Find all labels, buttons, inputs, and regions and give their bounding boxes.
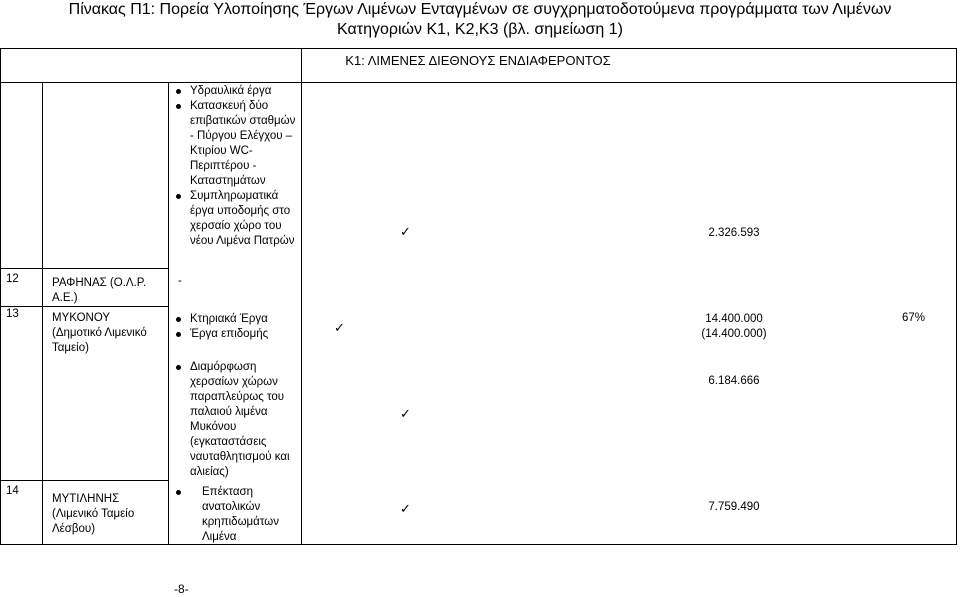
row-divider-12 [0, 268, 168, 269]
amount-cell: 7.759.490 [708, 501, 760, 513]
amount-cell: 2.326.593 [708, 227, 760, 239]
row-divider-13 [0, 306, 168, 307]
works-list-mykonos-2 [172, 360, 302, 480]
row-number: 12 [6, 273, 19, 285]
list-item: Συμπληρωματικά έργα υποδομής στο χερσαίο χώρο του νέου Λιμένα Πατρών [174, 189, 302, 249]
percent-cell: 67% [902, 312, 926, 324]
list-item: Κατασκευή δύο επιβατικών σταθμών - Πύργου Ελέγχου – Κτιρίου WC-Περιπτέρου - Καταστημάτων [174, 99, 302, 189]
amount-cell: 6.184.666 [708, 375, 760, 387]
check-mark: ✓ [334, 320, 345, 335]
amount-cell-sub: (14.400.000) [701, 328, 767, 340]
place-name: ΜΥΚΟΝΟΥ (Δημοτικό Λιμενικό Ταμείο) [52, 312, 147, 354]
col-divider-2 [168, 82, 169, 545]
place-name: ΜΥΤΙΛΗΝΗΣ (Λιμενικό Ταμείο Λέσβου) [52, 493, 135, 535]
place-name: ΡΑΦΗΝΑΣ (Ο.Λ.Ρ. Α.Ε.) [52, 277, 147, 304]
title-line-1: Πίνακας Π1: Πορεία Υλοποίησης Έργων Λιμένων Ενταγμένων σε συγχρηματοδοτούμενα προγράμματα των Λιμένων [68, 1, 892, 18]
col-divider-1 [42, 82, 43, 545]
row-divider-14 [0, 480, 168, 481]
document-title [20, 0, 940, 40]
check-mark: ✓ [400, 224, 411, 239]
works-list-patras [172, 84, 302, 249]
check-mark: ✓ [400, 406, 411, 421]
works-list-mykonos-1 [172, 312, 302, 342]
title-line-2: Κατηγοριών Κ1, Κ2,Κ3 (βλ. σημείωση 1) [337, 21, 623, 38]
header-row-divider [0, 82, 957, 83]
amount-cell: 14.400.000 [705, 313, 763, 325]
row-number: 13 [6, 308, 19, 320]
dash-placeholder: - [178, 275, 182, 287]
page-number: -8- [174, 582, 189, 596]
list-item: Υδραυλικά έργα [174, 84, 302, 99]
category-header: Κ1: ΛΙΜΕΝΕΣ ΔΙΕΘΝΟΥΣ ΕΝΔΙΑΦΕΡΟΝΤΟΣ [345, 53, 611, 68]
list-item: Έργα επιδομής [174, 327, 302, 342]
works-list-mytilene [172, 485, 302, 545]
row-number: 14 [6, 485, 19, 497]
check-mark: ✓ [400, 501, 411, 516]
list-item: Διαμόρφωση χερσαίων χώρων παραπλεύρως του παλαιού λιμένα Μυκόνου (εγκαταστάσεις ναυταθλητισμού και αλιείας) [174, 360, 302, 480]
list-item: Κτηριακά Έργα [174, 312, 302, 327]
list-item: Επέκταση ανατολικών κρηπιδωμάτων Λιμένα [174, 485, 302, 545]
